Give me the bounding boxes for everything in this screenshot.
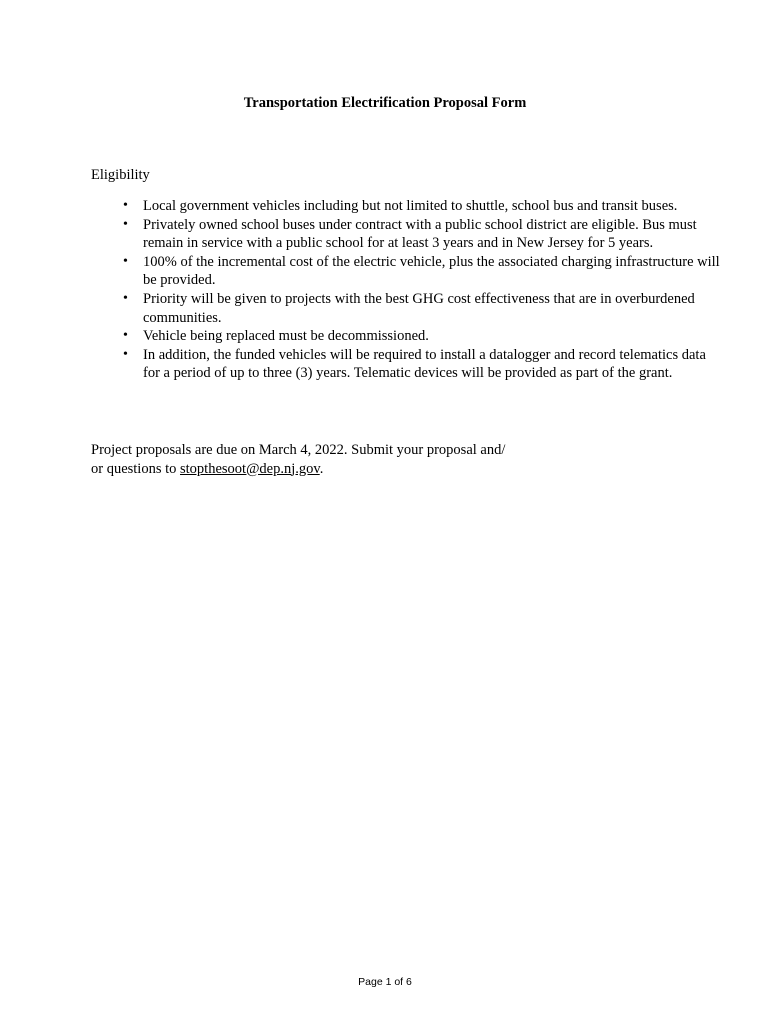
eligibility-heading: Eligibility xyxy=(91,167,150,183)
page-number: Page 1 of 6 xyxy=(358,976,412,988)
bullet-icon: • xyxy=(123,290,128,306)
submission-contact-prefix: or questions to xyxy=(91,460,181,477)
submission-due-text: Project proposals are due on March 4, 2022. Submit your proposal and/ xyxy=(91,442,506,458)
list-item-text: Privately owned school buses under contract with a public school district are eligible. Bus must remain in service with a public school for at least 3 years and in New Jersey for 5 years. xyxy=(143,216,697,252)
list-item xyxy=(0,253,723,290)
list-item xyxy=(0,290,723,327)
bullet-icon: • xyxy=(123,253,128,269)
submission-suffix: . xyxy=(319,460,324,477)
list-item xyxy=(0,327,723,346)
bullet-icon: • xyxy=(123,328,128,344)
list-item-text: Vehicle being replaced must be decommissioned. xyxy=(143,328,429,345)
page-title: Transportation Electrification Proposal Form xyxy=(243,95,527,111)
eligibility-list xyxy=(0,197,723,383)
list-item-text: Priority will be given to projects with the best GHG cost effectiveness that are in overburdened communities. xyxy=(143,290,695,326)
bullet-icon: • xyxy=(123,216,128,232)
list-item xyxy=(0,197,723,216)
list-item-text: Local government vehicles including but not limited to shuttle, school bus and transit buses. xyxy=(143,198,678,214)
bullet-icon: • xyxy=(123,346,128,362)
email-link[interactable]: stopthesoot@dep.nj.gov xyxy=(180,460,320,477)
submission-instructions xyxy=(91,441,571,478)
list-item-text: In addition, the funded vehicles will be required to install a datalogger and record telematics data for a period of up to three (3) years. Telematic devices will be provided as part of the grant. xyxy=(143,346,706,382)
bullet-icon: • xyxy=(123,198,128,213)
list-item-text: 100% of the incremental cost of the electric vehicle, plus the associated charging infrastructure will be provided. xyxy=(143,253,720,289)
list-item xyxy=(0,346,723,383)
list-item xyxy=(0,216,723,253)
